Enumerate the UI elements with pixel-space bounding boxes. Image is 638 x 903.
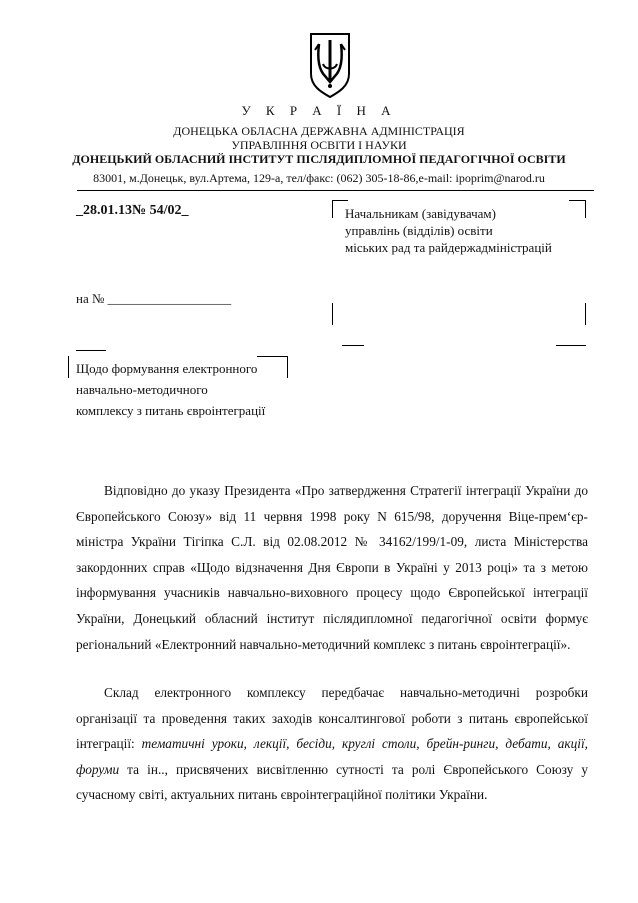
contact-details: 83001, м.Донецьк, вул.Артема, 129-а, тел/факс: (062) 305-18-86,e-mail: ipoprim@narod.ru bbox=[93, 171, 545, 185]
addressee-bracket-lower-right bbox=[585, 303, 586, 325]
subject-bracket-top-right bbox=[257, 356, 287, 357]
addressee-bracket-bottom-right bbox=[556, 345, 586, 346]
addressee-bracket-top-left bbox=[332, 200, 348, 201]
country-name: У К Р А Ї Н А bbox=[241, 103, 397, 118]
letter-subject bbox=[76, 358, 265, 421]
subject-bracket-right bbox=[287, 356, 288, 378]
department-name: УПРАВЛІННЯ ОСВІТИ І НАУКИ bbox=[231, 138, 407, 152]
reference-number: на № ___________________ bbox=[76, 291, 232, 306]
subject-line: Щодо формування електронного bbox=[76, 361, 258, 376]
subject-bracket-top-left bbox=[76, 350, 106, 351]
subject-line: комплексу з питань євроінтеграції bbox=[76, 403, 266, 418]
addressee-line: міських рад та райдержадміністрацій bbox=[345, 240, 552, 255]
addressee-line: управлінь (відділів) освіти bbox=[345, 223, 493, 238]
body-paragraph-1: Відповідно до указу Президента «Про затвердження Стратегії інтеграції України до Європейського Союзу» від 11 червня 1998 року N 615/98, доручення Віце-прем‘єр-міністра України Тігіпка С.Л. від 02.08.2012 № 34162/199/1-09, листа Міністерства закордонних справ «Щодо відзначення Дня Європи в Україні у 2013 році» та з метою інформування учасників навчально-виховного процесу щодо Європейської інтеграції України, Донецький обласний інститут післядипломної педагогічної освіти формує регіональний «Електронний навчально-методичний комплекс з питань євроінтеграції». bbox=[76, 483, 588, 652]
addressee-line: Начальникам (завідувачам) bbox=[345, 206, 496, 221]
addressee-bracket-top-right bbox=[569, 200, 585, 201]
subject-line: навчально-методичного bbox=[76, 382, 208, 397]
subject-bracket-left bbox=[68, 356, 69, 378]
header-divider bbox=[77, 190, 594, 191]
trident-emblem-icon bbox=[305, 30, 355, 100]
body-paragraph-2 bbox=[76, 680, 588, 808]
registration-number: _28.01.13№ 54/02_ bbox=[76, 203, 189, 218]
event-types-list: тематичні уроки, лекції, бесіди, круглі столи, брейн-ринги, дебати, акції, форуми bbox=[76, 736, 588, 777]
addressee-bracket-bottom-left bbox=[342, 345, 364, 346]
paragraph-text: Склад електронного комплексу передбачає навчально-методичні розробки організації та проведення таких заходів консалтингової роботи з питань європейської інтеграції: bbox=[76, 685, 588, 752]
administration-name: ДОНЕЦЬКА ОБЛАСНА ДЕРЖАВНА АДМІНІСТРАЦІЯ bbox=[173, 124, 465, 138]
addressee-bracket-right bbox=[585, 200, 586, 218]
addressee-bracket-left bbox=[332, 200, 333, 218]
addressee-block bbox=[345, 205, 552, 256]
institute-name: ДОНЕЦЬКИЙ ОБЛАСНИЙ ІНСТИТУТ ПІСЛЯДИПЛОМНОЇ ПЕДАГОГІЧНОЇ ОСВІТИ bbox=[72, 152, 566, 166]
paragraph-text: та ін.., присвячених висвітленню сутності та ролі Європейського Союзу у сучасному світі, актуальних питань євроінтеграційної політики України. bbox=[76, 761, 588, 803]
addressee-bracket-lower-left bbox=[332, 303, 333, 325]
